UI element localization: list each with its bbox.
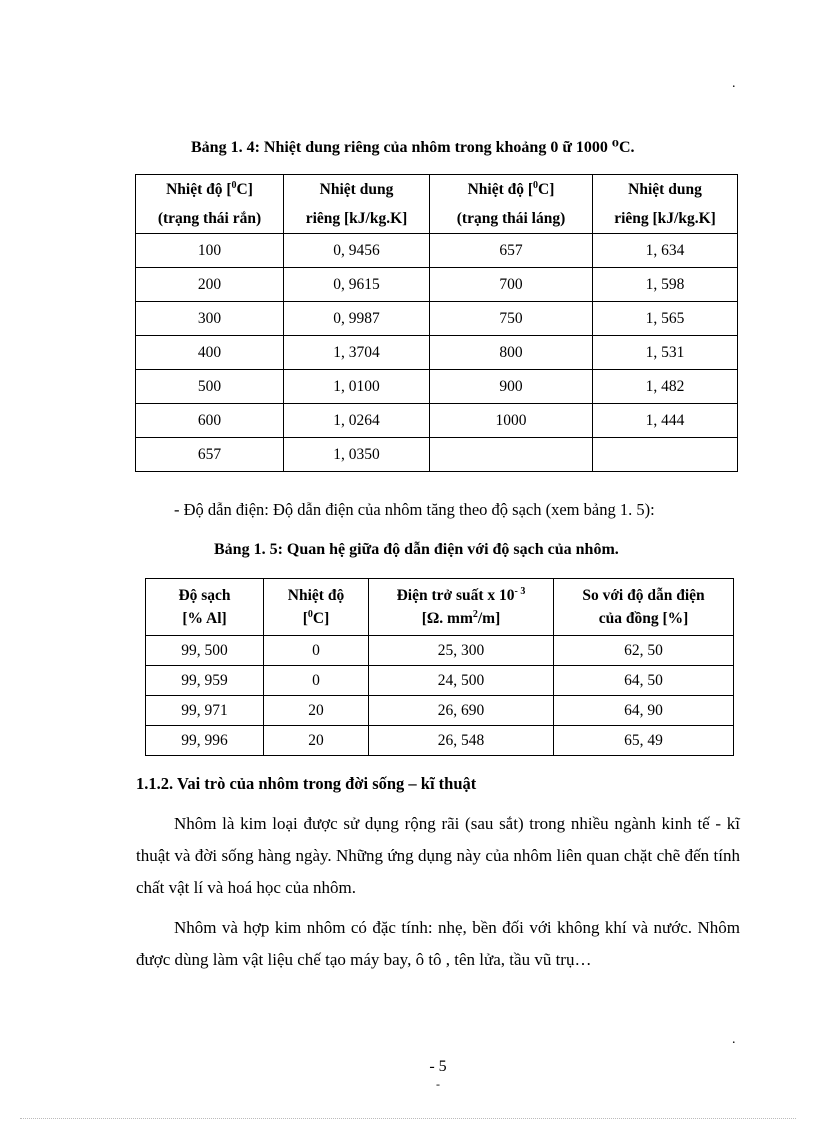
table-cell (593, 438, 738, 472)
table-cell: 24, 500 (369, 666, 554, 696)
table-cell: 1, 3704 (284, 336, 430, 370)
table2-header-purity: Độ sạch [% Al] (146, 579, 264, 636)
paragraph-usage: Nhôm là kim loại được sử dụng rộng rãi (sau sắt) trong nhiều ngành kinh tế - kĩ thuật và đời sống hàng ngày. Những ứng dụng này của nhôm liên quan chặt chẽ đến tính chất vật lí và hoá học của nhôm. (136, 814, 740, 897)
table-cell: 64, 50 (554, 666, 734, 696)
table2-caption: Bảng 1. 5: Quan hệ giữa độ dẫn điện với độ sạch của nhôm. (214, 541, 619, 558)
table-cell: 26, 690 (369, 696, 554, 726)
table-cell: 750 (430, 302, 593, 336)
table-cell: 657 (430, 234, 593, 268)
table-cell: 99, 500 (146, 636, 264, 666)
table-cell: 1, 0350 (284, 438, 430, 472)
table-cell: 1, 0264 (284, 404, 430, 438)
table-cell: 600 (136, 404, 284, 438)
table-cell: 1, 565 (593, 302, 738, 336)
table-row (136, 438, 738, 472)
table-cell (430, 438, 593, 472)
table1-header-solid-heat: Nhiệt dung riêng [kJ/kg.K] (284, 175, 430, 234)
table-cell: 1, 0100 (284, 370, 430, 404)
table-cell: 0 (264, 666, 369, 696)
table-cell: 99, 959 (146, 666, 264, 696)
table-cell: 65, 49 (554, 726, 734, 756)
table-cell: 200 (136, 268, 284, 302)
table-cell: 800 (430, 336, 593, 370)
table-header-row (136, 175, 738, 234)
table-cell: 0, 9615 (284, 268, 430, 302)
table-row (146, 666, 734, 696)
table-cell: 100 (136, 234, 284, 268)
table-cell: 1, 444 (593, 404, 738, 438)
table-row (146, 726, 734, 756)
table-row (136, 336, 738, 370)
specific-heat-table (135, 174, 738, 472)
table2-header-temperature: Nhiệt độ [$^0$C] (264, 579, 369, 636)
table-cell: 99, 971 (146, 696, 264, 726)
table-cell: 1, 598 (593, 268, 738, 302)
table-cell: 20 (264, 726, 369, 756)
paragraph-properties: Nhôm và hợp kim nhôm có đặc tính: nhẹ, bền đối với không khí và nước. Nhôm được dùng làm vật liệu chế tạo máy bay, ô tô , tên lửa, tầu vũ trụ… (136, 918, 740, 969)
bottom-dot: . (732, 1032, 736, 1047)
table2-header-resistivity: Điện trở suất x $10^{- 3}$ [Ω. $mm^2/m$] (369, 579, 554, 636)
table-row (136, 370, 738, 404)
table-row (146, 636, 734, 666)
table1-header-liquid-temp: Nhiệt độ [$^0$C] (trạng thái láng) (430, 175, 593, 234)
table-row (136, 404, 738, 438)
table-cell: 500 (136, 370, 284, 404)
table1-header-solid-temp: Nhiệt độ [$^0$C] (trạng thái rắn) (136, 175, 284, 234)
conductivity-bullet: - Độ dẫn điện: Độ dẫn điện của nhôm tăng theo độ sạch (xem bảng 1. 5): (174, 500, 655, 519)
table-cell: 300 (136, 302, 284, 336)
table-cell: 1, 531 (593, 336, 738, 370)
table2-header-copper-comparison: So với độ dẫn điện của đồng [%] (554, 579, 734, 636)
table-row (136, 268, 738, 302)
table-cell: 64, 90 (554, 696, 734, 726)
table-cell: 1, 634 (593, 234, 738, 268)
table-cell: 900 (430, 370, 593, 404)
table-header-row (146, 579, 734, 636)
table-row (136, 302, 738, 336)
table-cell: 0, 9987 (284, 302, 430, 336)
table-cell: 1, 482 (593, 370, 738, 404)
table-cell: 0 (264, 636, 369, 666)
section-heading: 1.1.2. Vai trò của nhôm trong đời sống – kĩ thuật (136, 774, 477, 793)
table-cell: 99, 996 (146, 726, 264, 756)
table-cell: 0, 9456 (284, 234, 430, 268)
table-cell: 20 (264, 696, 369, 726)
table-cell: 25, 300 (369, 636, 554, 666)
table-cell: 700 (430, 268, 593, 302)
table-cell: 26, 548 (369, 726, 554, 756)
table-row (136, 234, 738, 268)
conductivity-table (145, 578, 734, 756)
table-cell: 400 (136, 336, 284, 370)
table1-caption: Bảng 1. 4: Nhiệt dung riêng của nhôm trong khoảng 0 ữ 1000 ⁰C. (191, 139, 635, 156)
table1-header-liquid-heat: Nhiệt dung riêng [kJ/kg.K] (593, 175, 738, 234)
table-cell: 62, 50 (554, 636, 734, 666)
table-cell: 1000 (430, 404, 593, 438)
page-number: - 5 (429, 1058, 447, 1075)
footer-dash: - (436, 1077, 440, 1091)
top-dot: . (732, 76, 736, 91)
table-row (146, 696, 734, 726)
table-cell: 657 (136, 438, 284, 472)
page-border-line (20, 1118, 796, 1119)
